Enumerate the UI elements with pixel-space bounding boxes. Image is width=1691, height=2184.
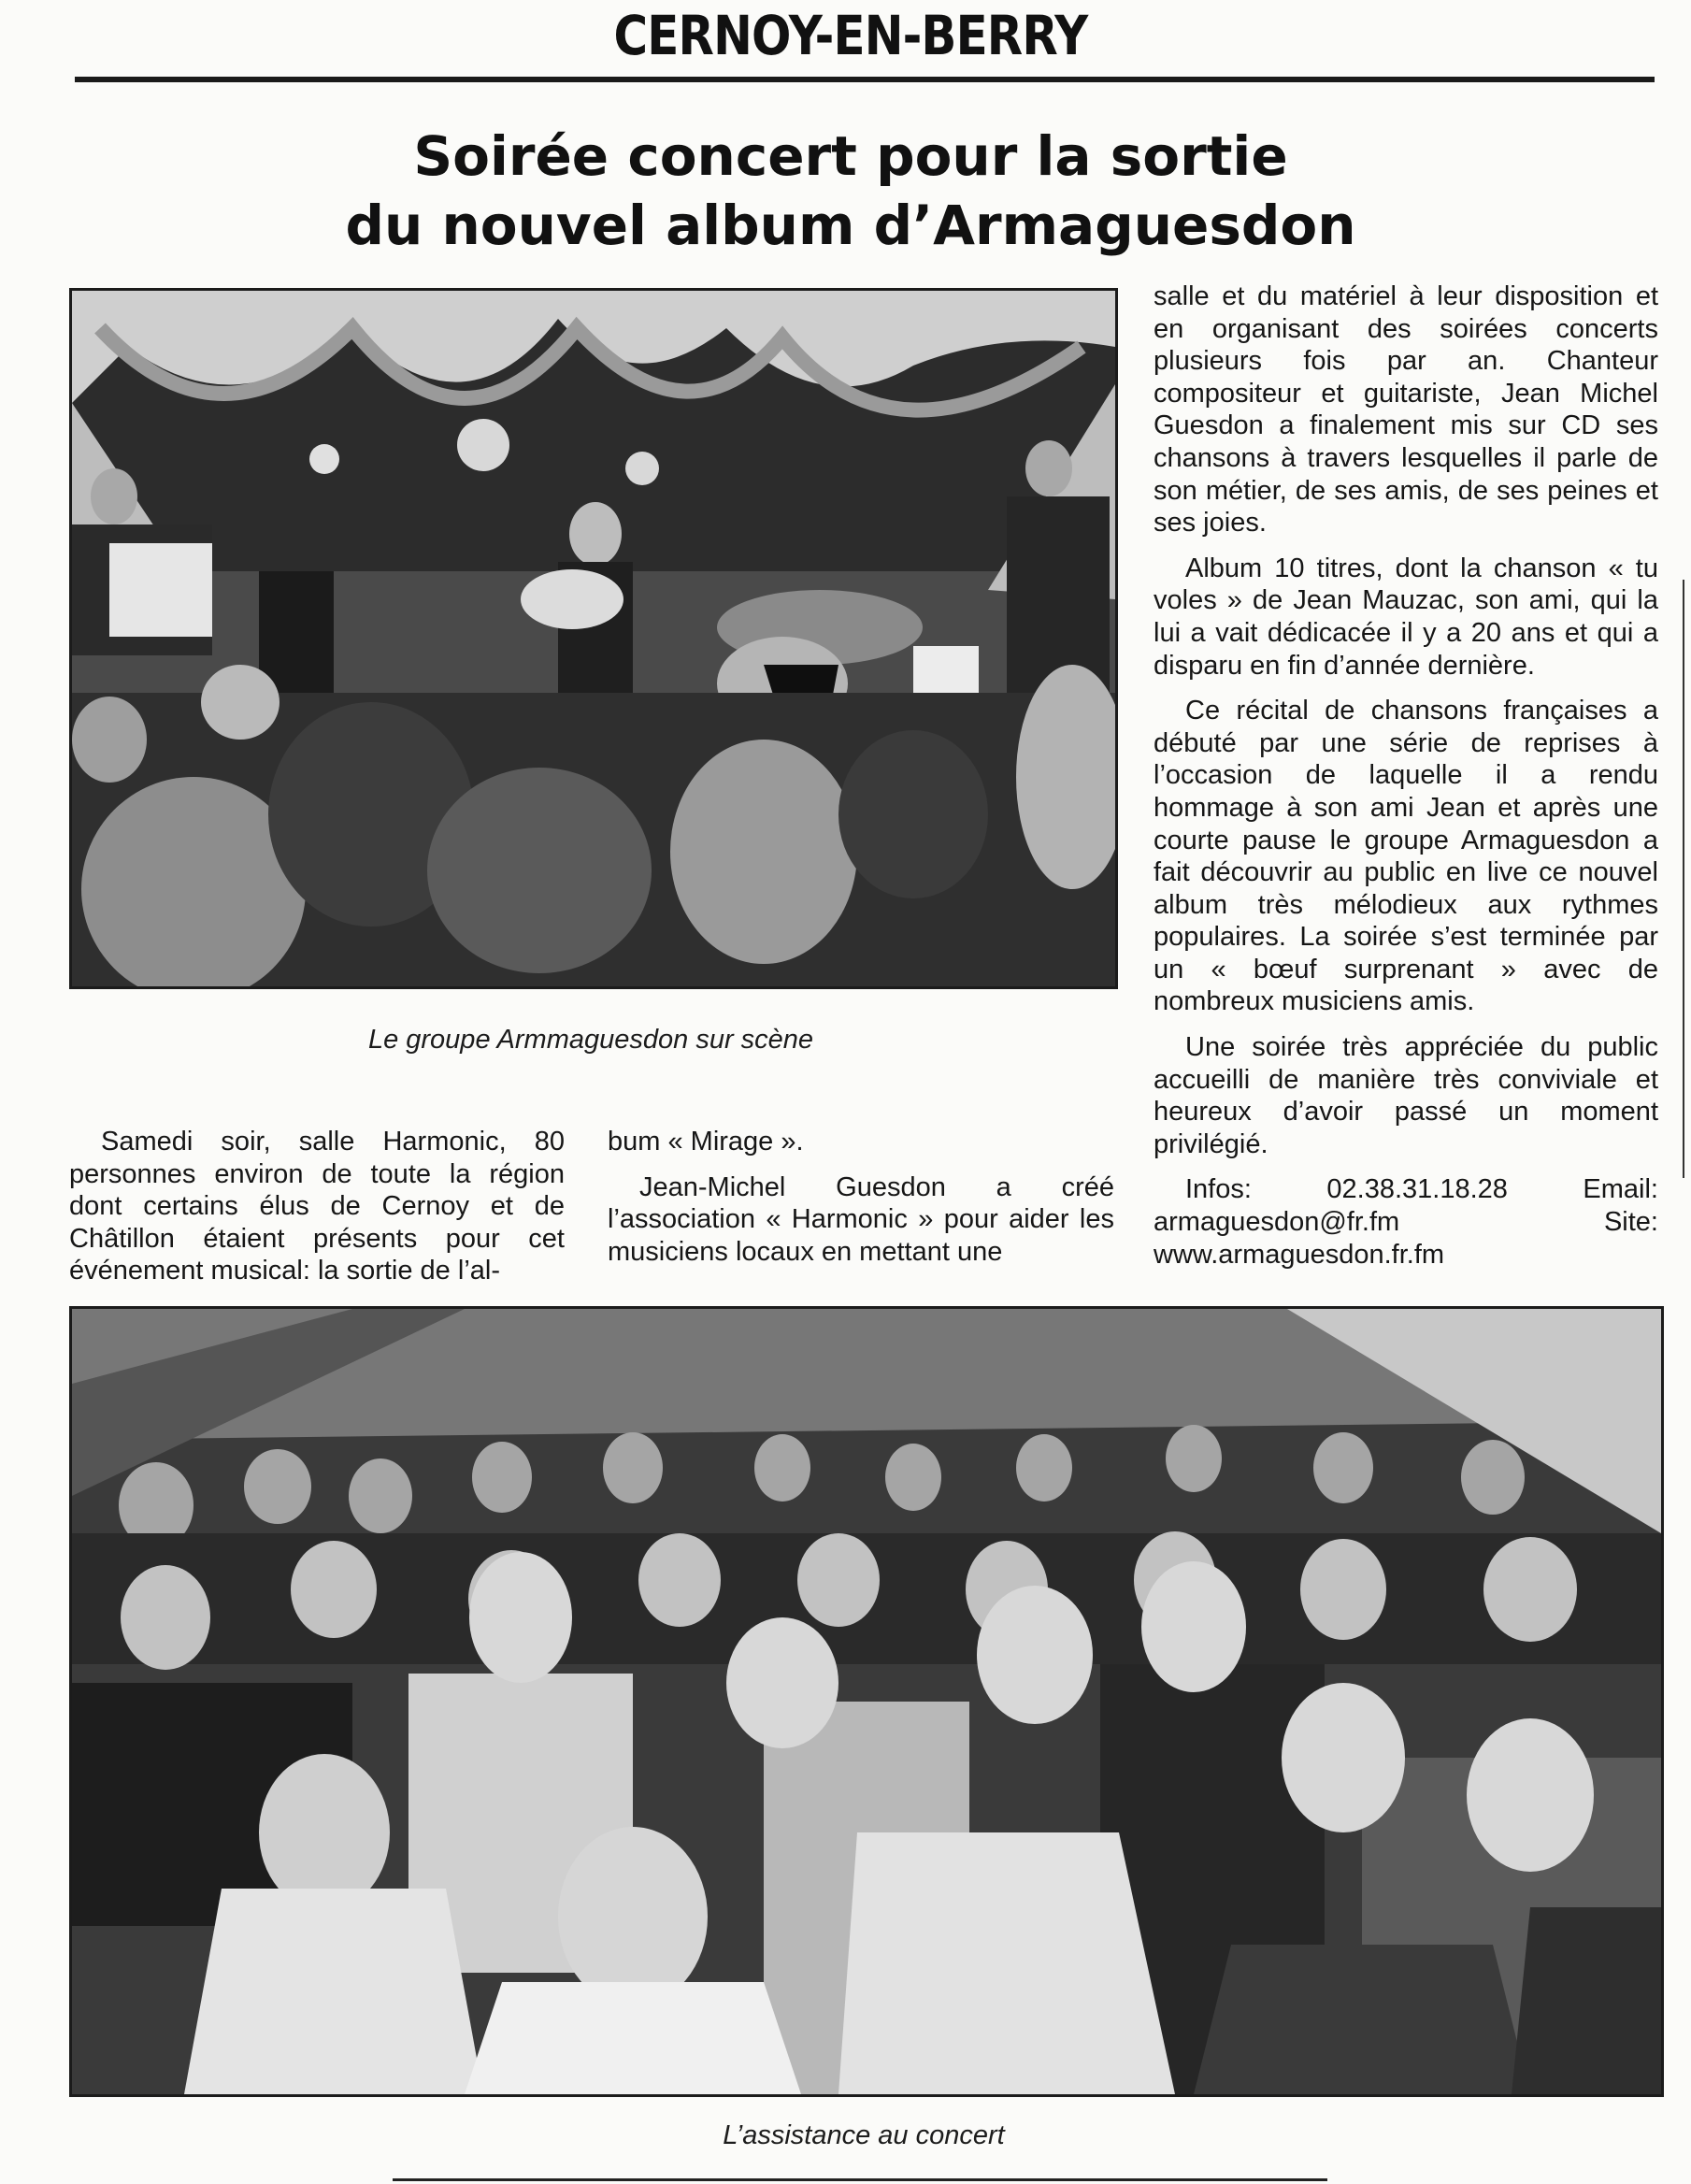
article-column-right (1154, 280, 1658, 1271)
article-paragraph: bum « Mirage ». (608, 1127, 804, 1157)
article-column-middle (608, 1126, 1114, 1268)
audience-photo-caption: L’assistance au concert (723, 2120, 1005, 2150)
article-paragraph: Ce récital de chansons françaises a débuté par une série de reprises à l’occasion de laquelle il a rendu hommage à son ami Jean et après une courte pause le groupe Armaguesdon a fait découvrir au public en live ce nouvel album très mélodieux aux rythmes populaires. La soirée s’est terminée par un « bœuf surprenant » avec de nombreux musiciens amis. (1154, 696, 1658, 1017)
article-paragraph: Une soirée très appréciée du public accueilli de manière très conviviale et heureux d’avoir passé un moment privilégié. (1154, 1032, 1658, 1159)
section-title: CERNOY-EN-BERRY (613, 4, 1088, 67)
article-paragraph: salle et du matériel à leur disposition et en organisant des soirées concerts plusieurs fois par an. Chanteur compositeur et guitariste, Jean Michel Guesdon a finalement mis sur CD ses chansons à travers lesquelles il parle de son métier, de ses amis, de ses peines et ses joies. (1154, 281, 1658, 539)
stage-photo-image (72, 291, 1115, 986)
audience-photo-image (72, 1309, 1661, 2094)
article-column-left (69, 1126, 565, 1287)
stage-photo (69, 288, 1118, 989)
article-paragraph: Album 10 titres, dont la chanson « tu voles » de Jean Mauzac, son ami, qui la lui a vait dédicacée il y a 20 ans et qui a disparu en fin d’année dernière. (1154, 553, 1658, 681)
headline-line-1: Soirée concert pour la sortie (413, 124, 1288, 188)
stage-photo-caption: Le groupe Armmaguesdon sur scène (367, 1025, 814, 1055)
audience-photo (69, 1306, 1664, 2097)
headline-line-2: du nouvel album d’Armaguesdon (345, 194, 1356, 257)
top-rule (75, 77, 1655, 82)
article-paragraph: Jean-Michel Guesdon a créé l’association « Harmonic » pour aider les musiciens locaux en mettant une (608, 1171, 1114, 1267)
headline (224, 122, 1477, 260)
column-rule (1683, 580, 1684, 1178)
article-paragraph: Samedi soir, salle Harmonic, 80 personnes environ de toute la région dont certains élus de Cernoy et de Châtillon étaient présents pour cet événement musical: la sortie de l’al- (69, 1127, 565, 1286)
article-contact: Infos: 02.38.31.18.28 Email: armaguesdon@fr.fm Site: www.armaguesdon.fr.fm (1154, 1174, 1658, 1270)
bottom-rule (393, 2178, 1327, 2181)
